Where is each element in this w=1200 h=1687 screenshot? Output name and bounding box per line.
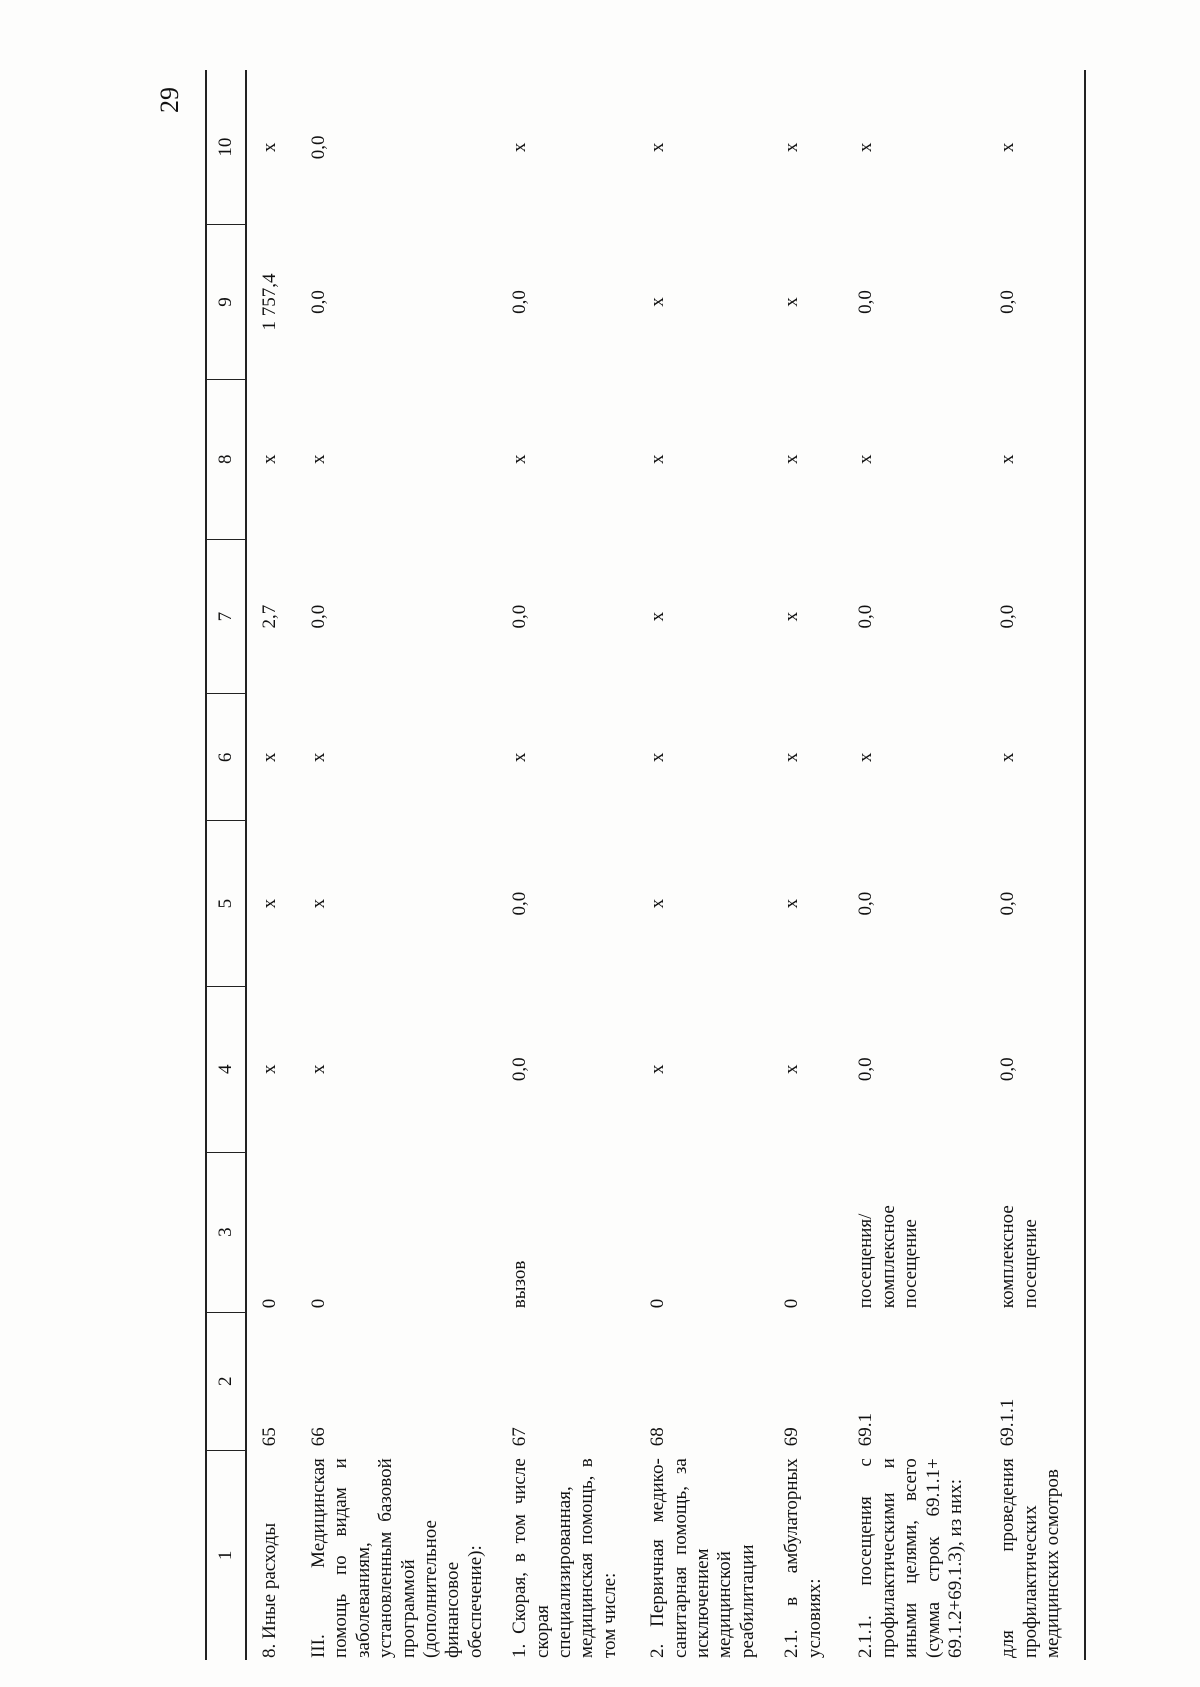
value-cell: 0,0 [855, 604, 877, 629]
value-cell: 0,0 [985, 821, 1085, 987]
value-cell: 0,0 [985, 539, 1085, 694]
value-cell: х [647, 898, 669, 909]
table-row [246, 70, 296, 1660]
financing-table [205, 70, 1086, 1660]
unit-cell: 0 [647, 1298, 669, 1309]
value-cell: х [781, 1064, 803, 1075]
value-cell: х [647, 297, 669, 307]
row-description: 8. Иные расходы [259, 1522, 280, 1658]
value-cell: 0,0 [308, 135, 329, 160]
column-header: 10 [206, 70, 246, 225]
column-header: 5 [206, 821, 246, 987]
rotated-table-container [205, 70, 1200, 1660]
unit-cell: посещения/ комплексное посещение [855, 1205, 922, 1309]
row-description: для проведения профилактических медицинских осмотров [985, 1450, 1085, 1660]
unit-cell: 0 [308, 1298, 329, 1309]
column-header: 4 [206, 986, 246, 1152]
value-cell: х [308, 752, 329, 763]
page-number: 29 [155, 87, 184, 113]
table-row [769, 70, 843, 1660]
value-cell: х [781, 752, 803, 763]
table-row [635, 70, 769, 1660]
value-cell: х [259, 454, 280, 465]
unit-cell: вызов [509, 1260, 531, 1309]
row-code: 68 [647, 1427, 669, 1447]
value-cell: 0,0 [855, 290, 877, 314]
unit-cell: комплексное посещение [985, 1152, 1085, 1312]
value-cell: х [647, 454, 669, 465]
column-header: 1 [206, 1450, 246, 1660]
value-cell: х [647, 142, 669, 153]
value-cell: 0,0 [855, 1057, 877, 1082]
row-code: 69.1.1 [985, 1312, 1085, 1450]
row-code: 66 [308, 1427, 329, 1447]
value-cell: х [509, 752, 531, 763]
value-cell: х [509, 454, 531, 465]
column-header: 6 [206, 694, 246, 821]
row-description: 2. Первичная медико-санитарная помощь, за исключением медицинской реабилитации [647, 1458, 758, 1658]
value-cell: 0,0 [509, 1057, 531, 1082]
value-cell: х [259, 898, 280, 909]
value-cell: х [781, 454, 803, 465]
value-cell: х [781, 142, 803, 153]
column-header: 3 [206, 1152, 246, 1312]
value-cell: х [647, 1064, 669, 1075]
value-cell: 0,0 [308, 290, 329, 314]
value-cell: 1 757,4 [259, 273, 280, 331]
value-cell: х [781, 297, 803, 307]
value-cell: х [985, 379, 1085, 539]
value-cell: х [259, 1064, 280, 1075]
table-row [985, 70, 1085, 1660]
value-cell: 0,0 [985, 225, 1085, 380]
value-cell: х [647, 611, 669, 622]
column-header: 7 [206, 539, 246, 694]
row-code: 69.1 [855, 1412, 877, 1447]
row-code: 67 [509, 1427, 531, 1447]
table-row [296, 70, 497, 1660]
value-cell: х [259, 142, 280, 153]
table-row [843, 70, 985, 1660]
row-description: III. Медицинская помощь по видам и заболеваниям, установленным базовой программой (дополнительное финансовое обеспечение): [308, 1458, 486, 1658]
value-cell: х [855, 752, 877, 763]
value-cell: х [781, 611, 803, 622]
value-cell: 0,0 [509, 604, 531, 629]
value-cell: х [308, 898, 329, 909]
value-cell: х [985, 70, 1085, 225]
unit-cell: 0 [259, 1298, 280, 1309]
value-cell: 0,0 [855, 891, 877, 916]
column-header: 8 [206, 379, 246, 539]
row-description: 2.1. в амбулаторных условиях: [781, 1458, 825, 1658]
value-cell: х [647, 752, 669, 763]
value-cell: х [308, 454, 329, 465]
row-code: 69 [781, 1427, 803, 1447]
value-cell: 0,0 [509, 290, 531, 314]
value-cell: 0,0 [308, 604, 329, 629]
value-cell: х [855, 142, 877, 153]
header-row [206, 70, 246, 1660]
column-header: 2 [206, 1312, 246, 1450]
value-cell: х [985, 694, 1085, 821]
value-cell: 0,0 [509, 891, 531, 916]
value-cell: 2,7 [259, 604, 280, 629]
value-cell: х [259, 752, 280, 763]
value-cell: х [781, 898, 803, 909]
row-description: 2.1.1. посещения с профилактическими и иными целями, всего (сумма строк 69.1.1+ 69.1.2+69.1.3), из них: [855, 1458, 966, 1658]
value-cell: 0,0 [985, 986, 1085, 1152]
value-cell: х [855, 454, 877, 465]
table-row [497, 70, 635, 1660]
row-code: 65 [259, 1427, 280, 1447]
unit-cell: 0 [781, 1298, 803, 1309]
column-header: 9 [206, 225, 246, 380]
value-cell: х [509, 142, 531, 153]
value-cell: х [308, 1064, 329, 1075]
row-description: 1. Скорая, в том числе скорая специализированная, медицинская помощь, в том числе: [509, 1458, 620, 1658]
